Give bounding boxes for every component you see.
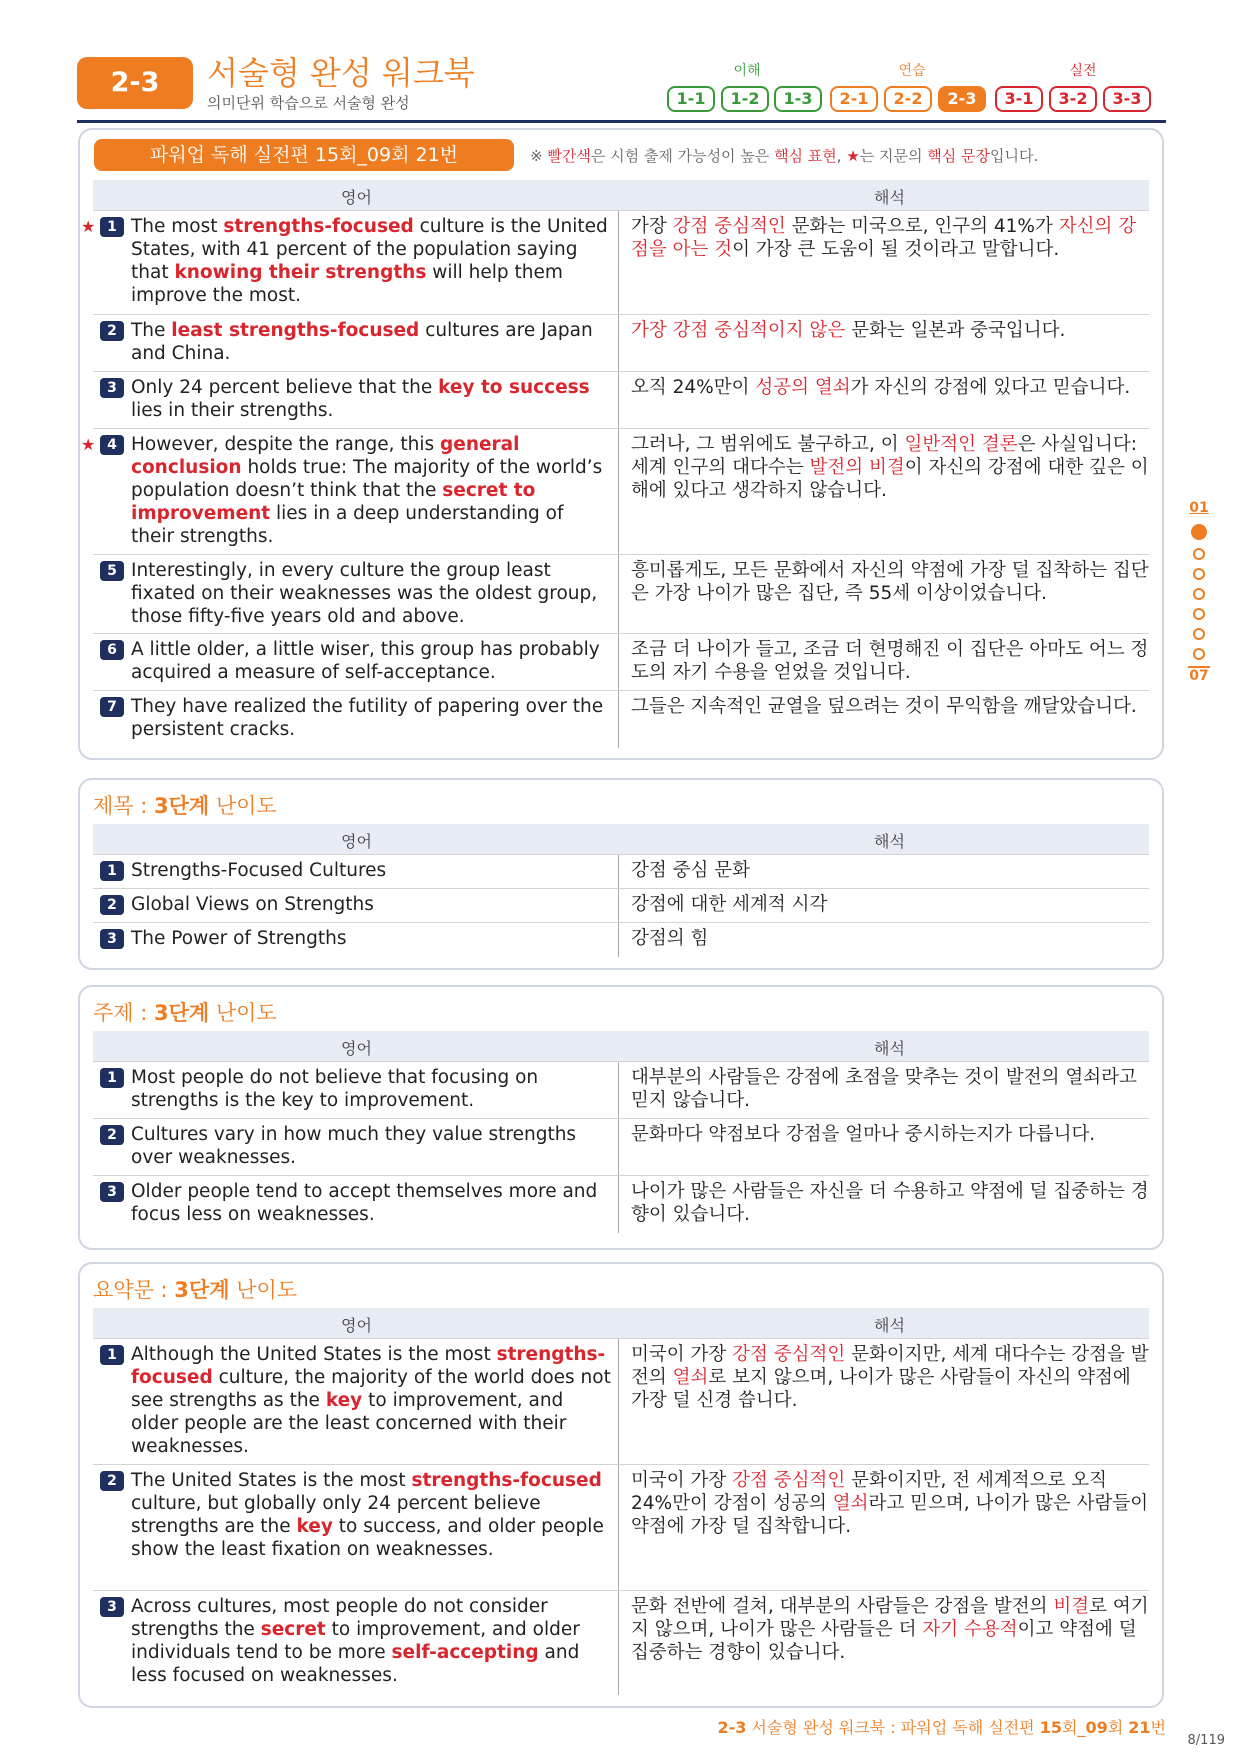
korean-translation: 문화마다 약점보다 강점을 얼마나 중시하는지가 다릅니다. [631,1124,1096,1145]
english-text: The most strengths-focused culture is the United States, with 41 percent of the population saying that knowing their strengths will help them improve the most. [131,216,608,306]
table-row [93,371,1149,429]
row-number-badge: 5 [100,561,124,581]
col-english-header: 영어 [341,1039,372,1058]
col-korean-header: 해석 [874,1039,905,1058]
column-divider [618,1465,619,1591]
korean-translation: 미국이 가장 강점 중심적인 문화이지만, 세계 대다수는 강점을 발전의 열쇠로 보지 않으며, 나이가 많은 사람들이 자신의 약점에 가장 덜 신경 씁니다. [631,1344,1149,1411]
english-text: The United States is the most strengths-focused culture, but globally only 24 percent believe strengths are the key to success, and older people show the least fixation on weaknesses. [131,1470,604,1560]
footer-source: 2-3 서술형 완성 워크북 : 파워업 독해 실전편 15회_09회 21번 [717,1718,1166,1737]
table-row [93,1464,1149,1591]
table-row [93,1338,1149,1465]
english-text: Most people do not believe that focusing on strengths is the key to improvement. [131,1067,539,1111]
row-number-badge: 3 [100,1597,124,1617]
source-tag: 파워업 독해 실전편 15회_09회 21번 [94,139,514,171]
korean-translation: 조금 더 나이가 들고, 조금 더 현명해진 이 집단은 아마도 어느 정도의 자기 수용을 얻었을 것입니다. [631,639,1149,683]
column-divider [618,211,619,315]
table-header [93,180,1149,210]
korean-translation: 나이가 많은 사람들은 자신을 더 수용하고 약점에 덜 집중하는 경향이 있습니다. [631,1181,1149,1225]
english-text: The least strengths-focused cultures are Japan and China. [131,320,593,364]
column-divider [618,634,619,691]
korean-translation: 강점의 힘 [631,928,709,949]
table-row [93,1175,1149,1233]
theme-section-heading: 주제 : 3단계 난이도 [93,1001,277,1025]
level-button-2-1[interactable]: 2-1 [830,86,878,112]
english-text: Across cultures, most people do not consider strengths the secret to improvement, and older individuals tend to be more self-accepting and less focused on weaknesses. [131,1596,580,1686]
table-row [93,854,1149,889]
col-korean-header: 해석 [874,188,905,207]
col-english-header: 영어 [341,832,372,851]
title-section-heading: 제목 : 3단계 난이도 [93,794,277,818]
column-divider [618,855,619,889]
level-button-1-3[interactable]: 1-3 [774,86,822,112]
side-navigation [1188,500,1210,684]
row-number-badge: 1 [100,1068,124,1088]
english-text: Older people tend to accept themselves more and focus less on weaknesses. [131,1181,598,1225]
korean-translation: 오직 24%만이 성공의 열쇠가 자신의 강점에 있다고 믿습니다. [631,377,1131,398]
column-divider [618,429,619,555]
page-dot-4[interactable] [1193,588,1205,600]
theme-table-header [93,1031,1149,1061]
header-divider [77,120,1166,123]
level-button-3-2[interactable]: 3-2 [1049,86,1097,112]
table-row [81,428,1149,555]
english-text: Cultures vary in how much they value strengths over weaknesses. [131,1124,577,1168]
column-divider [618,1591,619,1695]
title-table-header [93,824,1149,854]
page-title: 서술형 완성 워크북 [207,54,475,92]
key-sentence-star-icon: ★ [81,435,96,454]
row-number-badge: 1 [100,217,124,237]
col-english-header: 영어 [341,1316,372,1335]
english-text: Only 24 percent believe that the key to success lies in their strengths. [131,377,590,421]
row-number-badge: 3 [100,1182,124,1202]
table-row [81,210,1149,315]
english-text: A little older, a little wiser, this group has probably acquired a measure of self-acceptance. [131,639,600,683]
column-divider [618,923,619,957]
page-dot-6[interactable] [1193,628,1205,640]
english-text: Although the United States is the most strengths-focused culture, the majority of the world does not see strengths as the key to improvement, and older people are the least concerned with their weaknesses. [131,1344,611,1457]
korean-translation: 흥미롭게도, 모든 문화에서 자신의 약점에 가장 덜 집착하는 집단은 가장 나이가 많은 집단, 즉 55세 이상이었습니다. [631,560,1149,604]
lesson-badge: 2-3 [77,57,193,109]
page-subtitle: 의미단위 학습으로 서술형 완성 [207,94,410,112]
row-number-badge: 1 [100,1345,124,1365]
legend-note: ※ 빨간색은 시험 출제 가능성이 높은 핵심 표현, ★는 지문의 핵심 문장입니다. [530,147,1039,165]
column-divider [618,372,619,429]
summary-section-heading: 요약문 : 3단계 난이도 [93,1278,298,1302]
key-sentence-star-icon: ★ [81,217,96,236]
english-text: Global Views on Strengths [131,894,374,915]
row-number-badge: 7 [100,697,124,717]
stage-label-understand: 이해 [733,63,761,79]
english-text: They have realized the futility of papering over the persistent cracks. [131,696,604,740]
table-row [93,1118,1149,1176]
side-nav-start: 01 [1189,500,1209,516]
korean-translation: 문화 전반에 걸쳐, 대부분의 사람들은 강점을 발전의 비결로 여기지 않으며, 나이가 많은 사람들은 더 자기 수용적이고 약점에 덜 집중하는 경향이 있습니다. [631,1596,1149,1663]
level-button-3-3[interactable]: 3-3 [1103,86,1151,112]
page-dot-5[interactable] [1193,608,1205,620]
table-row [93,690,1149,748]
page-dot-1[interactable] [1191,524,1207,540]
table-row [93,1590,1149,1695]
row-number-badge: 2 [100,1125,124,1145]
col-korean-header: 해석 [874,1316,905,1335]
korean-translation: 그러나, 그 범위에도 불구하고, 이 일반적인 결론은 사실입니다: 세계 인구의 대다수는 발전의 비결이 자신의 강점에 대한 깊은 이해에 있다고 생각하지 않습니다. [631,434,1149,501]
row-number-badge: 3 [100,378,124,398]
table-row [93,314,1149,372]
table-row [93,1061,1149,1119]
row-number-badge: 3 [100,929,124,949]
table-row [93,922,1149,957]
column-divider [618,555,619,634]
table-row [93,554,1149,634]
level-button-1-1[interactable]: 1-1 [667,86,715,112]
english-text: Strengths-Focused Cultures [131,860,387,881]
page-dot-7[interactable] [1193,648,1205,660]
column-divider [618,1176,619,1233]
row-number-badge: 4 [100,435,124,455]
korean-translation: 대부분의 사람들은 강점에 초점을 맞추는 것이 발전의 열쇠라고 믿지 않습니다. [631,1067,1137,1111]
level-button-2-2[interactable]: 2-2 [884,86,932,112]
page-number: 8/119 [1187,1733,1225,1748]
row-number-badge: 2 [100,321,124,341]
table-row [93,888,1149,923]
column-divider [618,1119,619,1176]
column-divider [618,315,619,372]
korean-translation: 가장 강점 중심적인 문화는 미국으로, 인구의 41%가 자신의 강점을 아는 것이 가장 큰 도움이 될 것이라고 말합니다. [631,216,1137,260]
korean-translation: 미국이 가장 강점 중심적인 문화이지만, 전 세계적으로 오직 24%만이 강점이 성공의 열쇠라고 믿으며, 나이가 많은 사람들이 약점에 가장 덜 집착합니다. [631,1470,1149,1537]
row-number-badge: 6 [100,640,124,660]
col-english-header: 영어 [341,188,372,207]
col-korean-header: 해석 [874,832,905,851]
level-button-2-3[interactable]: 2-3 [938,86,986,112]
english-text: Interestingly, in every culture the group least fixated on their weaknesses was the oldest group, those fifty-five years old and above. [131,560,598,627]
korean-translation: 가장 강점 중심적이지 않은 문화는 일본과 중국입니다. [631,320,1066,341]
page-dot-3[interactable] [1193,568,1205,580]
column-divider [618,1339,619,1465]
table-row [93,633,1149,691]
row-number-badge: 2 [100,1471,124,1491]
english-text: However, despite the range, this general conclusion holds true: The majority of the world’s population doesn’t think that the secret to improvement lies in a deep understanding of their strengths. [131,434,603,547]
level-button-1-2[interactable]: 1-2 [721,86,769,112]
row-number-badge: 1 [100,861,124,881]
english-text: The Power of Strengths [131,928,347,949]
korean-translation: 그들은 지속적인 균열을 덮으려는 것이 무익함을 깨달았습니다. [631,696,1137,717]
stage-label-practice: 연습 [898,63,926,79]
column-divider [618,691,619,748]
summary-table-header [93,1308,1149,1338]
page-dot-2[interactable] [1193,548,1205,560]
stage-label-real: 실전 [1069,63,1097,79]
level-button-3-1[interactable]: 3-1 [995,86,1043,112]
column-divider [618,889,619,923]
korean-translation: 강점 중심 문화 [631,860,750,881]
side-nav-end: 07 [1189,668,1209,684]
korean-translation: 강점에 대한 세계적 시각 [631,894,828,915]
row-number-badge: 2 [100,895,124,915]
column-divider [618,1062,619,1119]
